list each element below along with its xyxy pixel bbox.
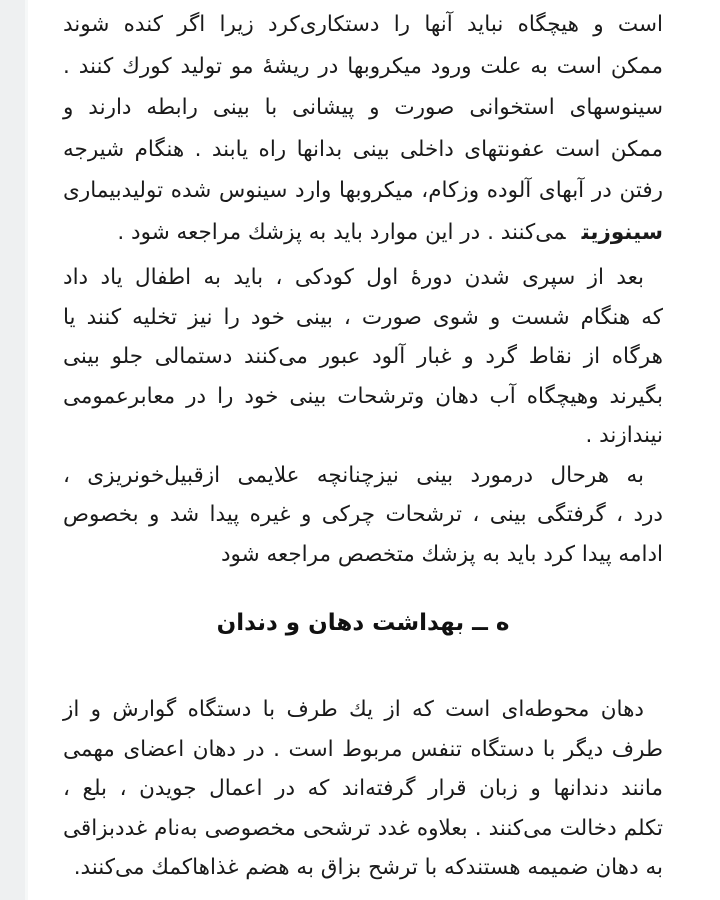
paragraph-nose-symptoms [63, 456, 663, 575]
text-line: طرف دیگر با دستگاه تنفس مربوط است . در دهان اعضای مهمی [63, 736, 663, 762]
text-line: ممکن است به علت ورود میکروبها در ریشهٔ مو تولید کورك کنند . [63, 53, 663, 79]
text-line: دهان محوطه‌ای است که از یك طرف با دستگاه گوارش و از [63, 697, 644, 722]
text-line: ممکن است عفونتهای داخلی بینی بدانها راه یابند . هنگام شیرجه [63, 136, 663, 162]
text-line: تکلم دخالت می‌کنند . بعلاوه غدد ترشحی مخصوصی به‌نام غددبزاقی [63, 815, 663, 841]
text-line: به هرحال درمورد بینی نیزچنانچه علایمی ازقبیل‌خونریزی ، [63, 462, 644, 488]
text-line: مانند دندانها و زبان قرار گرفته‌اند که در اعمال جویدن ، بلع ، [63, 776, 663, 801]
text-line: است و هیچگاه نباید آنها را دستکاری‌کرد زیرا اگر کنده شوند [63, 12, 663, 37]
text-line: به دهان ضمیمه هستندکه با ترشح بزاق به هضم غذاهاکمك می‌کنند. [73, 855, 663, 880]
text-line: هرگاه از نقاط گرد و غبار آلود عبور می‌کنند دستمالی جلو بینی [63, 344, 663, 369]
text-after-bold-term: می‌کنند . در این موارد باید به پزشك مراجعه شود . [117, 219, 566, 245]
text-line-with-bold-term [63, 212, 663, 254]
paragraph-mouth-description [63, 690, 663, 888]
text-line: که هنگام شست و شوی صورت ، بینی خود را نیز تخلیه کنند یا [63, 304, 663, 330]
text-line: بگیرند وهیچگاه آب دهان وترشحات بینی خود را در معابرعمومی [63, 383, 663, 409]
paragraph-teaching-children [63, 258, 663, 456]
paragraph-nose-sinus [63, 4, 663, 253]
text-line: نیندازند . [585, 423, 663, 448]
scan-edge-strip [0, 0, 28, 900]
bold-term-sinusitis: سینوزیت [581, 219, 663, 245]
text-line: رفتن در آبهای آلوده وزکام، میکروبها وارد سینوس شده تولیدبیماری [63, 178, 663, 203]
text-line: درد ، گرفتگی بینی ، ترشحات چرکی و غیره پیدا شد و بخصوص [63, 502, 663, 527]
text-line: ادامه پیدا کرد باید به پزشك متخصص مراجعه شود [220, 541, 663, 567]
section-heading-oral-dental-hygiene: ه ــ بهداشت دهان و دندان [216, 610, 510, 636]
text-line: بعد از سپری شدن دورهٔ اول کودکی ، باید به اطفال یاد داد [63, 265, 644, 290]
page-content [63, 0, 663, 888]
text-line: سینوسهای استخوانی صورت و پیشانی با بینی رابطه دارند و [63, 95, 663, 120]
